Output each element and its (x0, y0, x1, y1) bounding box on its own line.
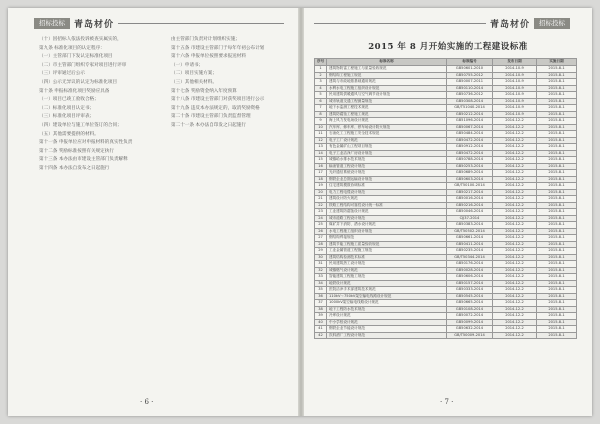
table-cell: 38 (315, 306, 327, 313)
table-cell: 水电工程施工组织设计规范 (327, 228, 447, 235)
table-cell: GB50217-2014 (447, 189, 493, 196)
table-cell: 2014-12-2 (493, 306, 537, 313)
table-cell: 2014-12-2 (493, 261, 537, 268)
table-cell: 建筑结构检测技术标准 (327, 254, 447, 261)
table-cell: 8 (315, 111, 327, 118)
table-cell: GB50235-2014 (447, 248, 493, 255)
table-cell: 工业金属管道工程施工规范 (327, 248, 447, 255)
table-cell: 2014-12-2 (493, 280, 537, 287)
paragraph: 第十四条 本办法自发布之日起施行 (39, 165, 110, 171)
paragraph: 第十一条 申报单位应对申报材料的真实性负责 (39, 140, 133, 146)
table-cell: 2014-10-9 (493, 92, 537, 99)
table-cell: 2014-12-2 (493, 326, 537, 333)
table-cell: 2014-12-2 (493, 215, 537, 222)
table-cell: GB50472-2014 (447, 150, 493, 157)
paragraph: 第九条 标准化项目的认定程序： (39, 45, 105, 51)
table-cell: GB50755-2012 (447, 72, 493, 79)
table-cell: 32 (315, 267, 327, 274)
table-cell: 1000kV架空输电线路设计规范 (327, 300, 447, 307)
table-cell: GB50067-2014 (447, 124, 493, 131)
table-cell: 电子工业洁净厂房设计规范 (327, 150, 447, 157)
table-cell: 2014-10-9 (493, 85, 537, 92)
table-cell: 民用建筑热工设计规范 (327, 261, 447, 268)
paragraph: （一）主管部门下发认定标准化项目 (39, 54, 113, 60)
table-cell: 冷库设计规范 (327, 313, 447, 320)
table-cell: 2014-12-2 (493, 176, 537, 183)
table-cell: 14 (315, 150, 327, 157)
table-cell: 钢结构焊接规范 (327, 235, 447, 242)
table-cell: 37 (315, 300, 327, 307)
table-cell: 2014-12-2 (493, 319, 537, 326)
table-cell: 2015-8-1 (537, 144, 577, 151)
table-cell: 2014-12-2 (493, 248, 537, 255)
left-header (34, 16, 284, 30)
table-cell: 36 (315, 293, 327, 300)
table-cell: 19 (315, 183, 327, 190)
table-cell: GB/T50100-2014 (447, 183, 493, 190)
table-cell: 35 (315, 287, 327, 294)
table-cell: 医院洁净手术部建筑技术规范 (327, 287, 447, 294)
table-cell: 7 (315, 105, 327, 112)
table-cell: GB50661-2014 (447, 235, 493, 242)
table-cell: 2015-8-1 (537, 254, 577, 261)
table-cell: 2014-12-2 (493, 163, 537, 170)
table-cell: 27 (315, 235, 327, 242)
table-cell: 建筑与市政地基基础通用规范 (327, 79, 447, 86)
table-cell: GB50007-2011 (447, 79, 493, 86)
paragraph: （二）项目实施方案； (171, 71, 217, 77)
table-cell: 2015-8-1 (537, 98, 577, 105)
table-cell: 2015-8-1 (537, 85, 577, 92)
table-cell: 地铁设计规范 (327, 280, 447, 287)
table-cell: 11 (315, 131, 327, 138)
table-cell: 铁路工程结构可靠性设计统一标准 (327, 202, 447, 209)
table-cell: GB/T50009-2014 (447, 332, 493, 339)
table-cell: GB50157-2014 (447, 280, 493, 287)
paragraph: （五）其他需要提供的材料。 (39, 131, 99, 137)
table-cell: 2015-8-1 (537, 319, 577, 326)
paragraph: 第十八条 市建设主管部门对获奖项目进行公示 (171, 97, 265, 103)
table-cell: GB50099-2014 (447, 319, 493, 326)
table-cell: 28 (315, 241, 327, 248)
header-rule (314, 23, 486, 24)
table-cell: 建筑节能工程施工质量验收规范 (327, 241, 447, 248)
table-cell: 建筑物防雷工程施工与质量验收规范 (327, 66, 447, 73)
table-cell: 2014-12-2 (493, 183, 537, 190)
table-cell: 2015-8-1 (537, 202, 577, 209)
table-cell: 2014-12-2 (493, 144, 537, 151)
paragraph: （二）标准化项目认定书； (39, 105, 95, 111)
table-cell: 4 (315, 85, 327, 92)
table-cell: 海上风力发电场设计规范 (327, 118, 447, 125)
table-cell: 2014-12-2 (493, 300, 537, 307)
table-cell: 2014-12-2 (493, 137, 537, 144)
table-cell: 13 (315, 144, 327, 151)
table-cell: 2014-12-2 (493, 157, 537, 164)
table-cell: 2014-12-2 (493, 170, 537, 177)
table-cell: GB50912-2014 (447, 144, 493, 151)
table-cell: 2014-12-2 (493, 254, 537, 261)
table-cell: 25 (315, 222, 327, 229)
table-cell: 2014-12-2 (493, 313, 537, 320)
table-cell: GB50472-2014 (447, 137, 493, 144)
table-cell: 2015-8-1 (537, 118, 577, 125)
section-tag: 招标投标 (34, 18, 70, 29)
table-cell: GB50606-2014 (447, 274, 493, 281)
table-cell: 钢结构工程施工规范 (327, 72, 447, 79)
paragraph: 第十七条 奖励资金纳入年度预算 (171, 88, 237, 94)
table-cell: GB/T50344-2014 (447, 254, 493, 261)
table-cell: 输油管道工程设计规范 (327, 163, 447, 170)
table-cell: 34 (315, 280, 327, 287)
table-cell: 2015-8-1 (537, 124, 577, 131)
header-rule (118, 23, 284, 24)
paragraph: 第十五条 市建设主管部门于每年年初公布计划 (171, 45, 265, 51)
table-cell: 2015-8-1 (537, 274, 577, 281)
paragraph: （三）其他相关材料。 (171, 79, 217, 85)
paragraph: （三）标准化项目评审表； (39, 114, 95, 120)
table-cell: 2015-8-1 (537, 189, 577, 196)
section-tag: 招标投标 (534, 18, 570, 29)
text-column-2 (162, 36, 280, 382)
table-cell: 39 (315, 313, 327, 320)
table-cell: 41 (315, 326, 327, 333)
table-cell: 2014-12-2 (493, 131, 537, 138)
table-cell: 2014-10-9 (493, 66, 537, 73)
table-cell: 有色金属矿山工程项目规范 (327, 144, 447, 151)
table-cell: 2014-12-2 (493, 189, 537, 196)
table-cell: 2014-12-2 (493, 222, 537, 229)
table-cell: 2014-12-2 (493, 287, 537, 294)
table-cell: 24 (315, 215, 327, 222)
table-cell: 2015-8-1 (537, 293, 577, 300)
table-cell: 18 (315, 176, 327, 183)
table-cell: 2015-8-1 (537, 79, 577, 86)
table-cell: GB50016-2014 (447, 196, 493, 203)
paragraph: 第二十条 市建设主管部门负责监督管理 (171, 114, 251, 120)
table-cell: 2015-8-1 (537, 313, 577, 320)
paragraph: 由主管部门负责对计划组织实施； (171, 37, 240, 42)
table-cell: 23 (315, 209, 327, 216)
table-cell: 15 (315, 157, 327, 164)
table-cell: GB50788-2014 (447, 157, 493, 164)
table-cell: 2015-8-1 (537, 222, 577, 229)
table-cell: 16 (315, 163, 327, 170)
table-cell: GB50308-2014 (447, 98, 493, 105)
paragraph: （三）评审通过后公示 (39, 71, 85, 77)
table-cell: GB50689-2014 (447, 170, 493, 177)
table-cell: 2014-10-9 (493, 111, 537, 118)
table-cell: 地下工程防水技术规范 (327, 306, 447, 313)
paragraph: 第二十一条 本办法自印发之日起施行 (171, 122, 246, 128)
table-cell: 26 (315, 228, 327, 235)
page-number-left: · 6 · (140, 398, 154, 406)
table-cell: 5 (315, 92, 327, 99)
table-cell: 2014-12-2 (493, 209, 537, 216)
table-cell: 2014-10-9 (493, 105, 537, 112)
table-cell: 汽车库、修车库、停车场设计防火规范 (327, 124, 447, 131)
table-cell: 30 (315, 254, 327, 261)
table-cell: 6 (315, 98, 327, 105)
table-cell: GB50176-2014 (447, 261, 493, 268)
table-cell: GB50253-2014 (447, 163, 493, 170)
table-cell: 110kV～750kV架空输电线路设计规范 (327, 293, 447, 300)
left-page (8, 8, 298, 416)
paragraph: 第十二条 奖励标准按照有关规定执行 (39, 148, 114, 154)
table-cell: 2015-8-1 (537, 131, 577, 138)
table-cell: 石油化工工程施工安全技术规范 (327, 131, 447, 138)
table-cell: 2015-8-1 (537, 306, 577, 313)
table-cell: 建筑防腐蚀工程施工规范 (327, 111, 447, 118)
table-cell: 钢铁企业总图运输设计规范 (327, 176, 447, 183)
table-cell: 2014-12-2 (493, 118, 537, 125)
table-cell: 电力工程电缆设计规范 (327, 189, 447, 196)
table-cell: 2015-8-1 (537, 287, 577, 294)
table-cell: 2015-8-1 (537, 150, 577, 157)
table-cell: 2015-8-1 (537, 170, 577, 177)
table-cell: 2015-8-1 (537, 280, 577, 287)
table-cell: 城镇燃气设计规范 (327, 267, 447, 274)
table-cell: GB50108-2014 (447, 306, 493, 313)
table-cell: GB51096-2014 (447, 118, 493, 125)
paragraph: （一）项目已竣工验收合格； (39, 97, 99, 103)
table-cell: GB50601-2010 (447, 66, 493, 73)
table-cell: 2014-10-9 (493, 79, 537, 86)
table-cell: 2014-10-9 (493, 98, 537, 105)
table-cell: 2015-8-1 (537, 176, 577, 183)
table-cell: 2015-8-1 (537, 241, 577, 248)
table-cell: 煤矿井下消防、洒水设计规范 (327, 222, 447, 229)
table-cell: GB/T50502-2014 (447, 228, 493, 235)
table-cell: 2015-8-1 (537, 326, 577, 333)
table-cell: 光纤通信系统设计规范 (327, 170, 447, 177)
table-cell: GB50212-2014 (447, 111, 493, 118)
table-cell: 12 (315, 137, 327, 144)
table-cell: GB50736-2012 (447, 92, 493, 99)
paragraph: （一）申请书； (171, 62, 204, 68)
magazine-spread (8, 8, 592, 416)
table-row (315, 332, 577, 339)
table-cell: 29 (315, 248, 327, 255)
table-cell: GB50216-2014 (447, 202, 493, 209)
paragraph: 第十条 申报标准化项目奖励应具备 (39, 88, 110, 94)
table-cell: 22 (315, 202, 327, 209)
table-cell: 9 (315, 118, 327, 125)
table-cell: CJJ37-2014 (447, 215, 493, 222)
table-cell: 2014-12-2 (493, 124, 537, 131)
table-cell: GB50411-2014 (447, 241, 493, 248)
table-cell: 2015-8-1 (537, 209, 577, 216)
table-cell: GB50665-2014 (447, 300, 493, 307)
table-cell: GB50072-2014 (447, 313, 493, 320)
table-cell: 2015-8-1 (537, 157, 577, 164)
table-cell: 水利水电工程施工组织设计规范 (327, 85, 447, 92)
table-cell: 2015-8-1 (537, 163, 577, 170)
table-cell: 2014-12-2 (493, 150, 537, 157)
page-number-right: · 7 · (440, 398, 454, 406)
table-cell: 31 (315, 261, 327, 268)
table-cell: 2014-12-2 (493, 228, 537, 235)
table-cell: GB50603-2014 (447, 176, 493, 183)
table-cell: GB50046-2014 (447, 209, 493, 216)
table-cell: 地下水监测工程技术规范 (327, 105, 447, 112)
table-cell: 2015-8-1 (537, 111, 577, 118)
paragraph: （十）因招标人依法投诉被查实属实的， (39, 37, 122, 42)
table-cell: 中小学校设计规范 (327, 319, 447, 326)
table-cell: 10 (315, 124, 327, 131)
table-cell: 1 (315, 66, 327, 73)
table-cell: 2015-8-1 (537, 137, 577, 144)
table-cell: 城市轨道交通工程测量规范 (327, 98, 447, 105)
table-cell: 42 (315, 332, 327, 339)
table-cell: 工业建筑防腐蚀设计规范 (327, 209, 447, 216)
table-cell: 2014-10-9 (493, 72, 537, 79)
table-cell: GB/T51040-2014 (447, 105, 493, 112)
column-header: 标准编号 (447, 59, 493, 66)
text-column-1 (30, 36, 148, 382)
table-cell: 21 (315, 196, 327, 203)
table-cell: 2015-8-1 (537, 215, 577, 222)
table-cell: 2015-8-1 (537, 261, 577, 268)
table-cell: 民用建筑供暖通风与空气调节设计规范 (327, 92, 447, 99)
table-cell: 2014-12-2 (493, 235, 537, 242)
page-title: 2015 年 8 月开始实施的工程建设标准 (368, 42, 528, 52)
table-cell: 2 (315, 72, 327, 79)
table-cell: 2015-8-1 (537, 72, 577, 79)
table-cell: 电子工厂设计规范 (327, 137, 447, 144)
table-cell: 2015-8-1 (537, 235, 577, 242)
column-header: 发布日期 (493, 59, 537, 66)
right-header (314, 16, 570, 30)
table-cell: 2015-8-1 (537, 183, 577, 190)
table-header-row (315, 59, 577, 66)
table-cell: GB50028-2014 (447, 267, 493, 274)
table-cell: 智能建筑工程施工规范 (327, 274, 447, 281)
table-cell: GB50545-2014 (447, 293, 493, 300)
brand-logo: 青岛材价 (74, 19, 115, 30)
table-cell: 2015-8-1 (537, 105, 577, 112)
column-header: 标准名称 (327, 59, 447, 66)
table-cell: 2015-8-1 (537, 332, 577, 339)
table-cell: 33 (315, 274, 327, 281)
table-cell: 2014-12-2 (493, 274, 537, 281)
table-cell: 17 (315, 170, 327, 177)
table-cell: 2015-8-1 (537, 228, 577, 235)
table-cell: GB50632-2014 (447, 326, 493, 333)
table-cell: 饮料酒厂工程设计规范 (327, 332, 447, 339)
table-cell: 2015-8-1 (537, 248, 577, 255)
table-cell: 2015-8-1 (537, 92, 577, 99)
right-page (304, 8, 592, 416)
paragraph: 第十九条 违反本办法规定的，取消奖励资格 (171, 105, 260, 111)
paragraph: 第十六条 申报单位按照要求报送材料 (171, 54, 246, 60)
table-cell: 20 (315, 189, 327, 196)
table-cell: GB50110-2014 (447, 85, 493, 92)
column-header: 实施日期 (537, 59, 577, 66)
standards-table (314, 58, 577, 339)
table-cell: 40 (315, 319, 327, 326)
table-cell: 2014-12-2 (493, 196, 537, 203)
table-cell: 建筑设计防火规范 (327, 196, 447, 203)
paragraph: （二）市主管部门组织专家对项目进行评审 (39, 62, 127, 68)
table-cell: GB50333-2014 (447, 287, 493, 294)
table-cell: 2014-12-2 (493, 332, 537, 339)
table-cell: 住宅建筑模数协调标准 (327, 183, 447, 190)
table-cell: 2015-8-1 (537, 196, 577, 203)
column-header: 序号 (315, 59, 327, 66)
table-cell: 2014-12-2 (493, 267, 537, 274)
table-cell: GB50484-2014 (447, 131, 493, 138)
table-cell: 城市道路工程设计规范 (327, 215, 447, 222)
paragraph: （四）公示无异议的认定为标准化项目 (39, 79, 118, 85)
paragraph: 第十三条 本办法由市建设主管部门负责解释 (39, 157, 128, 163)
table-body (315, 66, 577, 339)
table-cell: 2014-12-2 (493, 202, 537, 209)
table-cell: GB50383-2014 (447, 222, 493, 229)
table-cell: 城镇给水排水技术规范 (327, 157, 447, 164)
table-cell: 2015-8-1 (537, 267, 577, 274)
table-cell: 2014-12-2 (493, 241, 537, 248)
brand-logo: 青岛材价 (489, 19, 530, 30)
table-cell: 3 (315, 79, 327, 86)
table-cell: 2015-8-1 (537, 300, 577, 307)
table-cell: 2014-12-2 (493, 293, 537, 300)
table-cell: 2015-8-1 (537, 66, 577, 73)
paragraph: （四）建设单位与施工单位签订的合同； (39, 122, 122, 128)
table-cell: 钢铁企业节能设计规范 (327, 326, 447, 333)
